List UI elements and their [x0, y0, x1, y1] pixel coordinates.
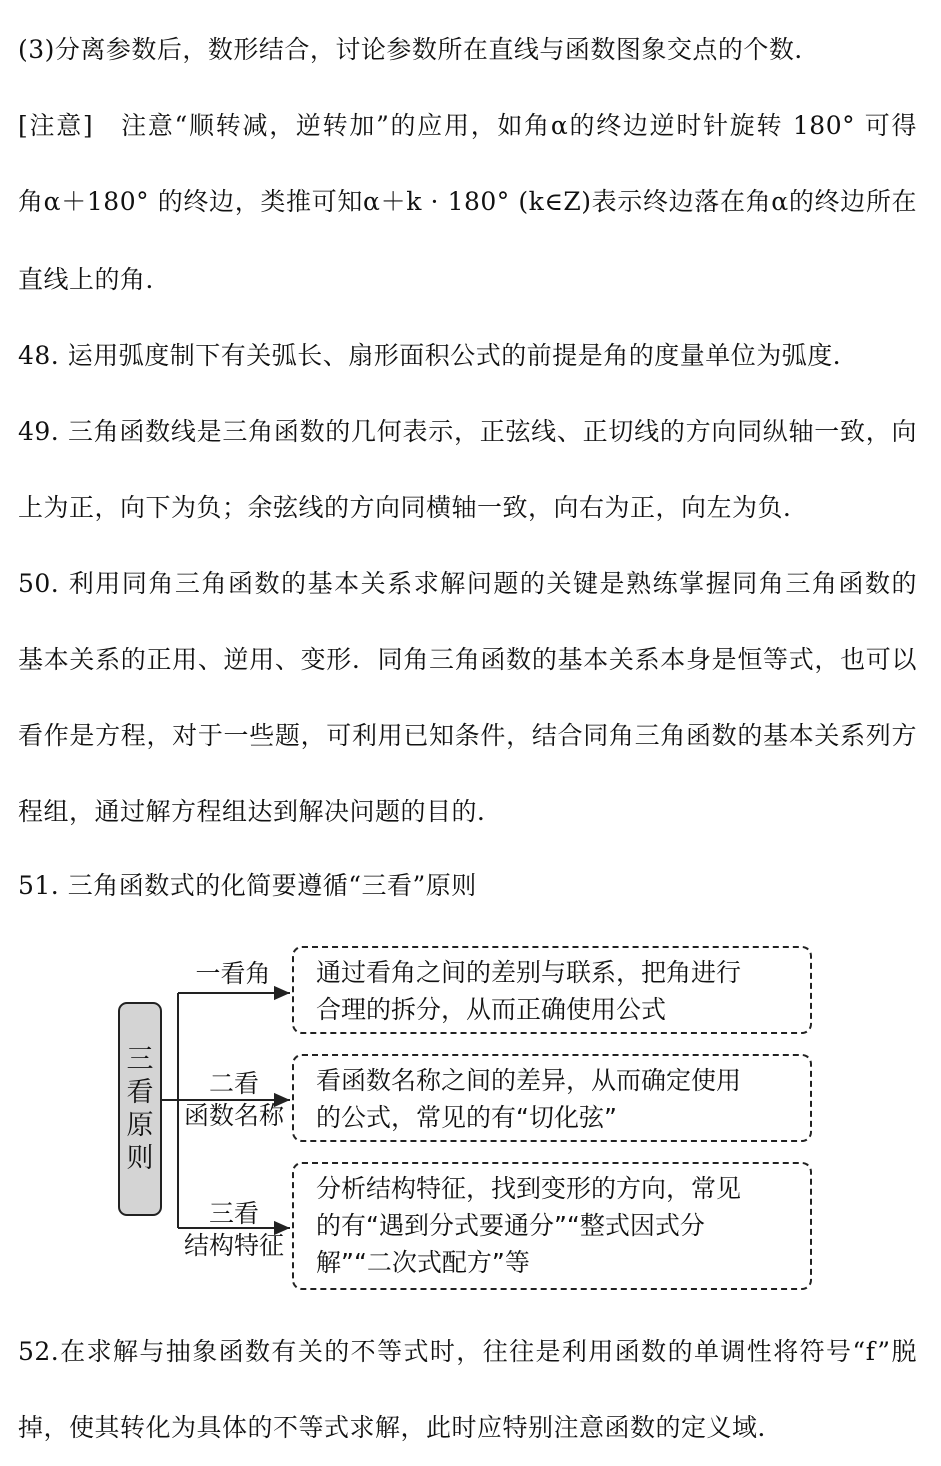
- branch-label-1: 一看角: [195, 959, 271, 988]
- branch-box-2: 看函数名称之间的差异，从而确定使用 的公式，常见的有“切化弦”: [292, 1054, 812, 1142]
- root-node: [118, 1002, 162, 1216]
- item-50-line-1: 50. 利用同角三角函数的基本关系求解问题的关键是熟练掌握同角三角函数的: [18, 569, 917, 598]
- item-49-line-1: 49. 三角函数线是三角函数的几何表示，正弦线、正切线的方向同纵轴一致，向: [18, 417, 917, 446]
- note-line-1: [注意] 注意“顺转减，逆转加”的应用，如角α的终边逆时针旋转 180° 可得: [18, 111, 917, 140]
- three-looks-diagram: [0, 930, 941, 1300]
- note-line-2: 角α＋180° 的终边，类推可知α＋k · 180° (k∈Z)表示终边落在角α的终边所在: [18, 187, 917, 216]
- root-node-label: 三看原则: [126, 1044, 154, 1174]
- paragraph-3-line-1: (3)分离参数后，数形结合，讨论参数所在直线与函数图象交点的个数．: [18, 35, 820, 64]
- branch-label-3: 三看 结构特征: [183, 1199, 284, 1260]
- branch-label-2: 二看 函数名称: [183, 1069, 284, 1130]
- item-50-line-4: 程组，通过解方程组达到解决问题的目的．: [18, 797, 503, 826]
- branch-box-1: 通过看角之间的差别与联系，把角进行 合理的拆分，从而正确使用公式: [292, 946, 812, 1034]
- item-50-line-2: 基本关系的正用、逆用、变形．同角三角函数的基本关系本身是恒等式，也可以: [18, 645, 917, 674]
- item-52-line-1: 52.在求解与抽象函数有关的不等式时，往往是利用函数的单调性将符号“f”脱: [18, 1337, 917, 1366]
- item-48-line-1: 48. 运用弧度制下有关弧长、扇形面积公式的前提是角的度量单位为弧度．: [18, 341, 859, 370]
- note-line-3: 直线上的角．: [18, 265, 172, 294]
- item-51-line-1: 51. 三角函数式的化简要遵循“三看”原则: [18, 871, 477, 900]
- item-49-line-2: 上为正，向下为负；余弦线的方向同横轴一致，向右为正，向左为负．: [18, 493, 809, 522]
- item-52-line-2: 掉，使其转化为具体的不等式求解，此时应特别注意函数的定义域．: [18, 1413, 784, 1442]
- branch-box-3: 分析结构特征，找到变形的方向，常见 的有“遇到分式要通分”“整式因式分 解”“二次式配方”等: [292, 1162, 812, 1290]
- item-50-line-3: 看作是方程，对于一些题，可利用已知条件，结合同角三角函数的基本关系列方: [18, 721, 917, 750]
